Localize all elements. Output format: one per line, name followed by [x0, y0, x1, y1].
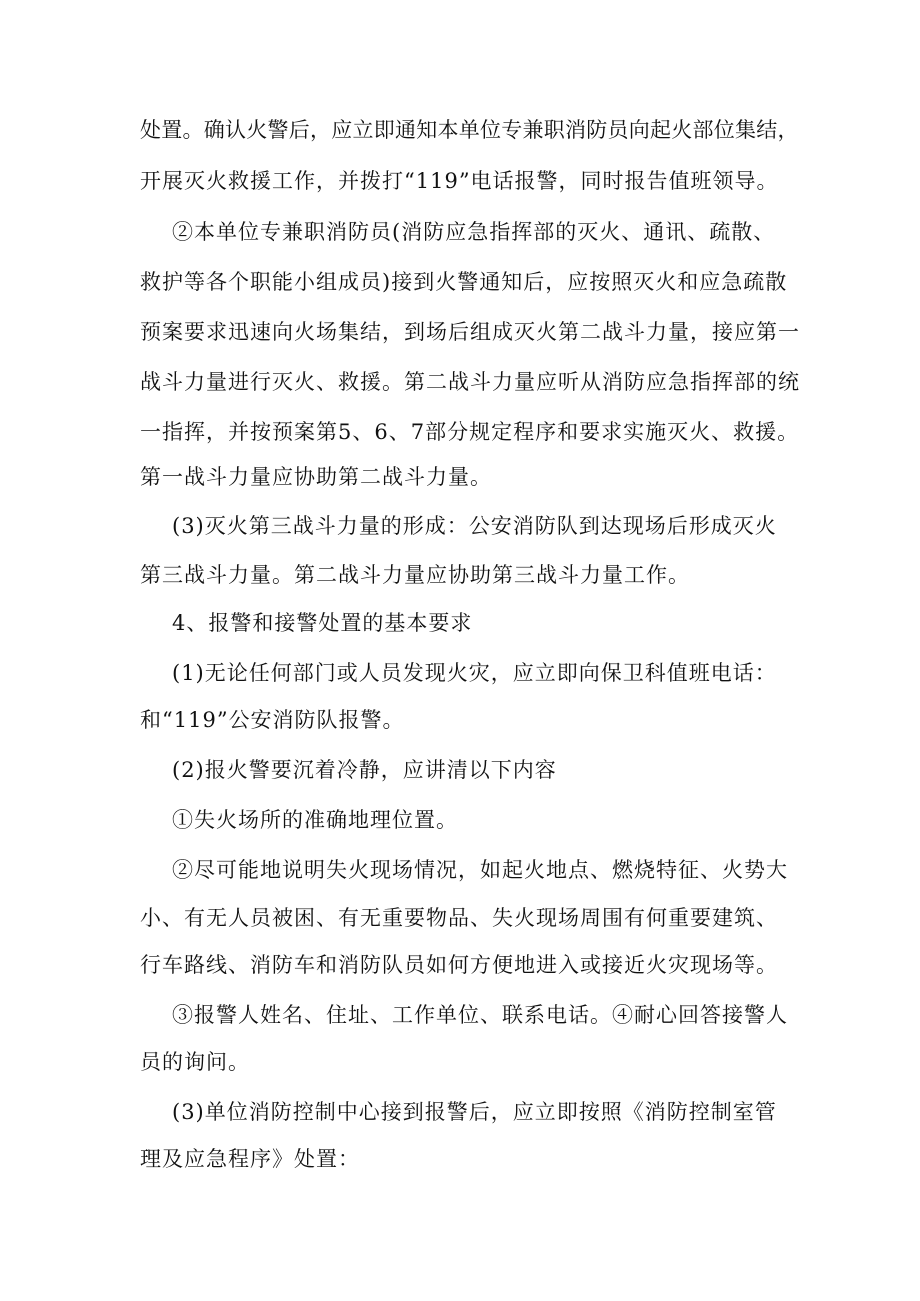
text-line: (3)灭火第三战斗力量的形成：公安消防队到达现场后形成灭火: [172, 514, 777, 538]
text-line: ②尽可能地说明失火现场情况，如起火地点、燃烧特征、火势大: [172, 858, 788, 882]
text-line: 第三战斗力量。第二战斗力量应协助第三战斗力量工作。: [140, 563, 690, 587]
text-line: 战斗力量进行灭火、救援。第二战斗力量应听从消防应急指挥部的统: [140, 370, 800, 394]
text-line: 救护等各个职能小组成员)接到火警通知后，应按照灭火和应急疏散: [140, 270, 788, 294]
text-line: 预案要求迅速向火场集结，到场后组成灭火第二战斗力量，接应第一: [140, 320, 800, 344]
text-line: (1)无论任何部门或人员发现火灾，应立即向保卫科值班电话：: [172, 661, 777, 685]
text-line: 员的询问。: [140, 1050, 250, 1074]
text-line: 一指挥，并按预案第5、6、7部分规定程序和要求实施灭火、救援。: [140, 420, 800, 444]
text-line: 处置。确认火警后，应立即通知本单位专兼职消防员向起火部位集结，: [140, 118, 799, 142]
text-line: 行车路线、消防车和消防队员如何方便地进入或接近火灾现场等。: [140, 953, 778, 977]
text-line: 开展灭火救援工作，并拨打“119”电话报警，同时报告值班领导。: [140, 169, 779, 193]
text-line: (2)报火警要沉着冷静，应讲清以下内容: [172, 758, 557, 782]
section-heading: 4、报警和接警处置的基本要求: [172, 611, 473, 635]
text-line: ②本单位专兼职消防员(消防应急指挥部的灭火、通讯、疏散、: [172, 220, 776, 244]
text-line: 理及应急程序》处置：: [140, 1147, 360, 1171]
text-line: ①失火场所的准确地理位置。: [172, 808, 458, 832]
text-line: 小、有无人员被困、有无重要物品、失火现场周围有何重要建筑、: [140, 906, 778, 930]
text-line: ③报警人姓名、住址、工作单位、联系电话。④耐心回答接警人: [172, 1003, 788, 1027]
text-line: (3)单位消防控制中心接到报警后，应立即按照《消防控制室管: [172, 1100, 777, 1124]
text-line: 第一战斗力量应协助第二战斗力量。: [140, 465, 492, 489]
text-line: 和“119”公安消防队报警。: [140, 708, 405, 732]
